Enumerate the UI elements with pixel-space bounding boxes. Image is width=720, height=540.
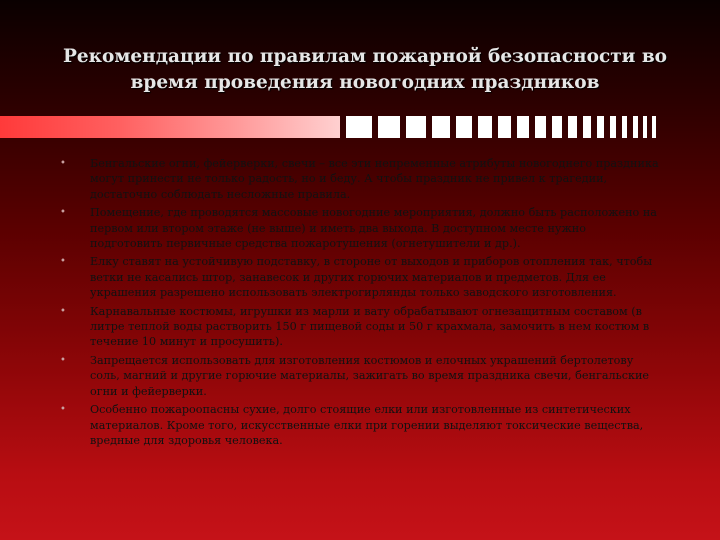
bar-block [498,116,511,138]
bullet-icon: • [60,354,66,366]
bar-block [432,116,450,138]
bar-block [633,116,638,138]
bar-block [652,116,656,138]
bar-block [552,116,562,138]
bullet-icon: • [60,158,66,169]
list-item [60,402,660,448]
bar-block [622,116,627,138]
bar-block [406,116,426,138]
list-item [60,353,660,399]
bar-block [643,116,647,138]
bar-block [346,116,372,138]
list-item [60,304,660,350]
bar-block [568,116,577,138]
bullet-icon: • [60,305,66,317]
bar-block [583,116,591,138]
list-item-text: Помещение, где проводятся массовые новогодние мероприятия, должно быть расположено на первом или втором этаже (не выше) и иметь два выхода. В доступном месте нужно подготовить первичные средства пожаротушения (огнетушители и др.). [90,206,657,251]
bar-block [378,116,400,138]
list-item-text: Карнавальные костюмы, игрушки из марли и вату обрабатывают огнезащитным составом (в литре теплой воды растворить 150 г пищевой соды и 50 г крахмала, замочить в нем костюм в течение 10 минут и просушить). [90,304,650,349]
bar-block [597,116,604,138]
bullet-list [60,156,660,451]
list-item [60,156,660,202]
list-item-text: Особенно пожароопасны сухие, долго стоящие елки или изготовленные из синтетических материалов. Кроме того, искусственные елки при горении выделяют токсические вещества, вредные для здоровья человека. [90,403,644,447]
list-item-text: Елку ставят на устойчивую подставку, в стороне от выходов и приборов отопления так, чтобы ветки не касались штор, занавесок и других горючих материалов и предметов. Для ее украшения разрешено использовать электрогирлянды только заводского изготовления. [90,255,653,300]
slide-title: Рекомендации по правилам пожарной безопасности во время проведения новогодних праздников [62,46,668,93]
bar-block [610,116,616,138]
bullet-icon: • [60,404,66,416]
list-item [60,254,660,300]
bullet-icon: • [60,207,66,219]
bar-block [535,116,546,138]
bar-gradient [0,116,340,138]
list-item-text: Запрещается использовать для изготовления костюмов и елочных украшений бертолетову соль, магний и другие горючие материалы, зажигать во время праздника свечи, бенгальские огни и фейерверки. [90,353,650,398]
list-item-text: Бенгальские огни, фейерверки, свечи – все эти непременные атрибуты новогоднего праздника могут принести не только радость, но и беду. А чтобы праздник не привел к трагедии, достаточно соблюдать несложные правила. [90,157,659,201]
bullet-icon: • [60,256,66,268]
bar-block [478,116,492,138]
list-item [60,205,660,251]
bar-block [456,116,472,138]
bar-block [517,116,529,138]
